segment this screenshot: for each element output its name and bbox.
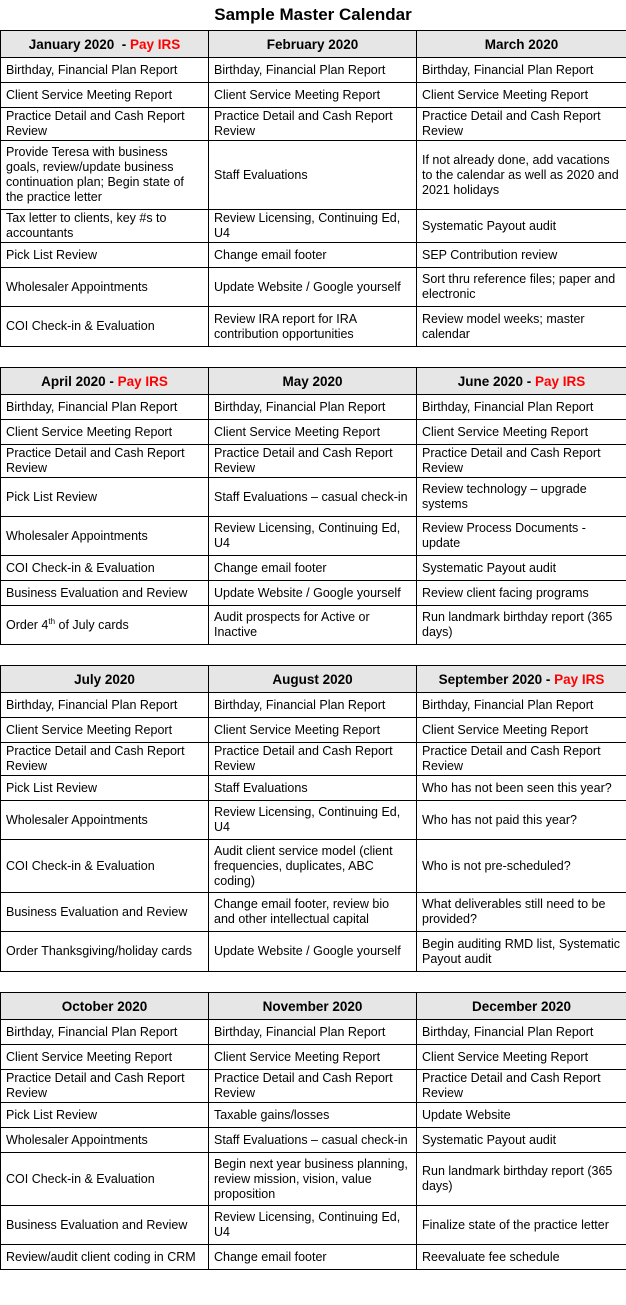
header-separator: -	[542, 671, 555, 687]
task-cell: Practice Detail and Cash Report Review	[1, 108, 209, 141]
table-row	[1, 581, 626, 606]
task-cell: Who has not paid this year?	[417, 801, 626, 840]
task-cell: Update Website / Google yourself	[209, 932, 417, 972]
month-header	[1, 368, 209, 395]
task-cell: Review Licensing, Continuing Ed, U4	[209, 210, 417, 243]
task-cell: Client Service Meeting Report	[417, 1045, 626, 1070]
task-cell: Practice Detail and Cash Report Review	[209, 445, 417, 478]
task-cell: Systematic Payout audit	[417, 1128, 626, 1153]
task-cell: Birthday, Financial Plan Report	[209, 1020, 417, 1045]
table-row	[1, 83, 626, 108]
task-cell: Review/audit client coding in CRM	[1, 1245, 209, 1270]
task-cell: COI Check-in & Evaluation	[1, 1153, 209, 1206]
task-cell: Audit client service model (client frequencies, duplicates, ABC coding)	[209, 840, 417, 893]
table-row	[1, 1245, 626, 1270]
pay-irs-note: Pay IRS	[130, 36, 181, 52]
table-row	[1, 840, 626, 893]
pay-irs-note: Pay IRS	[117, 373, 168, 389]
task-cell: Change email footer	[209, 1245, 417, 1270]
task-cell: Review Licensing, Continuing Ed, U4	[209, 517, 417, 556]
table-row	[1, 420, 626, 445]
month-header-row	[1, 368, 626, 395]
table-row	[1, 1020, 626, 1045]
task-cell: Client Service Meeting Report	[209, 420, 417, 445]
task-cell: Begin auditing RMD list, Systematic Payout audit	[417, 932, 626, 972]
task-cell: Birthday, Financial Plan Report	[417, 395, 626, 420]
month-name: June 2020	[457, 373, 523, 389]
table-row	[1, 718, 626, 743]
task-cell: Practice Detail and Cash Report Review	[209, 108, 417, 141]
task-cell: Client Service Meeting Report	[1, 420, 209, 445]
task-cell: Pick List Review	[1, 243, 209, 268]
task-cell: What deliverables still need to be provided?	[417, 893, 626, 932]
task-cell: Staff Evaluations – casual check-in	[209, 478, 417, 517]
task-cell: Wholesaler Appointments	[1, 801, 209, 840]
task-cell: Practice Detail and Cash Report Review	[417, 108, 626, 141]
table-row	[1, 776, 626, 801]
table-row	[1, 893, 626, 932]
table-row	[1, 478, 626, 517]
pay-irs-note: Pay IRS	[554, 671, 605, 687]
task-cell: Review technology – upgrade systems	[417, 478, 626, 517]
quarter-table	[0, 992, 626, 1270]
task-cell: Audit prospects for Active or Inactive	[209, 606, 417, 645]
task-cell: Practice Detail and Cash Report Review	[417, 743, 626, 776]
table-row	[1, 1070, 626, 1103]
month-name: April 2020	[41, 373, 106, 389]
quarter-table	[0, 665, 626, 972]
task-cell: Client Service Meeting Report	[1, 1045, 209, 1070]
task-cell: Staff Evaluations – casual check-in	[209, 1128, 417, 1153]
task-cell: Review model weeks; master calendar	[417, 307, 626, 347]
quarter-table	[0, 30, 626, 347]
task-cell: Practice Detail and Cash Report Review	[417, 445, 626, 478]
task-cell: Systematic Payout audit	[417, 556, 626, 581]
month-name: September 2020	[438, 671, 543, 687]
month-name: February 2020	[266, 36, 359, 52]
task-cell: Practice Detail and Cash Report Review	[1, 743, 209, 776]
month-header-row	[1, 993, 626, 1020]
month-name: March 2020	[484, 36, 559, 52]
task-cell: Review Process Documents - update	[417, 517, 626, 556]
task-cell: Update Website	[417, 1103, 626, 1128]
task-cell: Birthday, Financial Plan Report	[417, 58, 626, 83]
task-cell: Sort thru reference files; paper and electronic	[417, 268, 626, 307]
task-cell: Practice Detail and Cash Report Review	[1, 1070, 209, 1103]
table-spacer	[0, 645, 626, 665]
task-cell: Client Service Meeting Report	[209, 718, 417, 743]
task-cell: Wholesaler Appointments	[1, 517, 209, 556]
task-cell: Wholesaler Appointments	[1, 1128, 209, 1153]
task-cell: Wholesaler Appointments	[1, 268, 209, 307]
month-header	[417, 368, 626, 395]
table-row	[1, 693, 626, 718]
task-cell: Business Evaluation and Review	[1, 581, 209, 606]
month-header	[1, 666, 209, 693]
table-spacer	[0, 347, 626, 367]
month-name: December 2020	[471, 998, 572, 1014]
month-name: July 2020	[74, 671, 135, 687]
task-cell: Pick List Review	[1, 478, 209, 517]
table-row	[1, 606, 626, 645]
month-header	[209, 666, 417, 693]
task-cell: Birthday, Financial Plan Report	[417, 1020, 626, 1045]
month-name: November 2020	[262, 998, 363, 1014]
month-header	[1, 31, 209, 58]
table-row	[1, 210, 626, 243]
task-cell: Review Licensing, Continuing Ed, U4	[209, 801, 417, 840]
table-row	[1, 1128, 626, 1153]
table-spacer	[0, 972, 626, 992]
table-row	[1, 307, 626, 347]
task-cell: Systematic Payout audit	[417, 210, 626, 243]
table-row	[1, 395, 626, 420]
table-row	[1, 1045, 626, 1070]
task-cell: Birthday, Financial Plan Report	[209, 58, 417, 83]
header-separator: -	[114, 36, 131, 52]
task-cell: Business Evaluation and Review	[1, 893, 209, 932]
task-cell: Client Service Meeting Report	[1, 83, 209, 108]
task-cell: Run landmark birthday report (365 days)	[417, 606, 626, 645]
month-header-row	[1, 666, 626, 693]
table-row	[1, 141, 626, 210]
task-cell: COI Check-in & Evaluation	[1, 840, 209, 893]
task-cell: Change email footer, review bio and other intellectual capital	[209, 893, 417, 932]
table-row	[1, 1153, 626, 1206]
task-cell: Staff Evaluations	[209, 776, 417, 801]
task-cell: SEP Contribution review	[417, 243, 626, 268]
month-name: May 2020	[282, 373, 343, 389]
table-row	[1, 1103, 626, 1128]
task-cell: Order 4th of July cards	[1, 606, 209, 645]
task-cell: Practice Detail and Cash Report Review	[417, 1070, 626, 1103]
table-row	[1, 1206, 626, 1245]
task-cell: Birthday, Financial Plan Report	[1, 693, 209, 718]
task-cell: Review Licensing, Continuing Ed, U4	[209, 1206, 417, 1245]
task-cell: Change email footer	[209, 556, 417, 581]
header-separator: -	[523, 373, 535, 389]
calendar-container	[0, 30, 626, 1270]
table-row	[1, 58, 626, 83]
month-header	[209, 31, 417, 58]
task-cell: COI Check-in & Evaluation	[1, 556, 209, 581]
task-cell: Taxable gains/losses	[209, 1103, 417, 1128]
month-header	[417, 666, 626, 693]
pay-irs-note: Pay IRS	[535, 373, 586, 389]
month-header	[209, 993, 417, 1020]
task-cell: Birthday, Financial Plan Report	[417, 693, 626, 718]
quarter-table	[0, 367, 626, 645]
month-name: January 2020	[28, 36, 115, 52]
task-cell: Update Website / Google yourself	[209, 268, 417, 307]
table-row	[1, 743, 626, 776]
task-cell: Reevaluate fee schedule	[417, 1245, 626, 1270]
task-cell: Who has not been seen this year?	[417, 776, 626, 801]
task-cell: Practice Detail and Cash Report Review	[209, 1070, 417, 1103]
task-cell: Tax letter to clients, key #s to accountants	[1, 210, 209, 243]
task-cell: Review client facing programs	[417, 581, 626, 606]
month-header	[1, 993, 209, 1020]
task-cell: Finalize state of the practice letter	[417, 1206, 626, 1245]
task-cell: Who is not pre-scheduled?	[417, 840, 626, 893]
task-cell: Run landmark birthday report (365 days)	[417, 1153, 626, 1206]
task-cell: Pick List Review	[1, 776, 209, 801]
month-name: August 2020	[272, 671, 353, 687]
header-separator: -	[105, 373, 118, 389]
task-cell: Birthday, Financial Plan Report	[209, 395, 417, 420]
task-cell: Client Service Meeting Report	[209, 1045, 417, 1070]
task-cell: Review IRA report for IRA contribution opportunities	[209, 307, 417, 347]
table-row	[1, 801, 626, 840]
task-cell: Update Website / Google yourself	[209, 581, 417, 606]
task-cell: Client Service Meeting Report	[417, 420, 626, 445]
table-row	[1, 108, 626, 141]
task-cell: Client Service Meeting Report	[1, 718, 209, 743]
month-header	[209, 368, 417, 395]
task-cell: Begin next year business planning, review mission, vision, value proposition	[209, 1153, 417, 1206]
task-cell: COI Check-in & Evaluation	[1, 307, 209, 347]
task-cell: Business Evaluation and Review	[1, 1206, 209, 1245]
table-row	[1, 517, 626, 556]
table-row	[1, 243, 626, 268]
task-cell: Practice Detail and Cash Report Review	[209, 743, 417, 776]
task-cell: Practice Detail and Cash Report Review	[1, 445, 209, 478]
table-row	[1, 932, 626, 972]
task-cell: Birthday, Financial Plan Report	[1, 1020, 209, 1045]
table-row	[1, 445, 626, 478]
month-header-row	[1, 31, 626, 58]
task-cell: Provide Teresa with business goals, review/update business continuation plan; Begin state of the practice letter	[1, 141, 209, 210]
task-cell: Order Thanksgiving/holiday cards	[1, 932, 209, 972]
task-cell: Staff Evaluations	[209, 141, 417, 210]
task-cell: Change email footer	[209, 243, 417, 268]
task-cell: Client Service Meeting Report	[209, 83, 417, 108]
task-cell: Pick List Review	[1, 1103, 209, 1128]
task-cell: Birthday, Financial Plan Report	[1, 395, 209, 420]
task-cell: Birthday, Financial Plan Report	[1, 58, 209, 83]
task-cell: If not already done, add vacations to the calendar as well as 2020 and 2021 holidays	[417, 141, 626, 210]
task-cell: Client Service Meeting Report	[417, 718, 626, 743]
table-row	[1, 268, 626, 307]
table-row	[1, 556, 626, 581]
month-name: October 2020	[61, 998, 148, 1014]
task-cell: Client Service Meeting Report	[417, 83, 626, 108]
month-header	[417, 993, 626, 1020]
task-cell: Birthday, Financial Plan Report	[209, 693, 417, 718]
month-header	[417, 31, 626, 58]
page-title: Sample Master Calendar	[214, 5, 412, 24]
